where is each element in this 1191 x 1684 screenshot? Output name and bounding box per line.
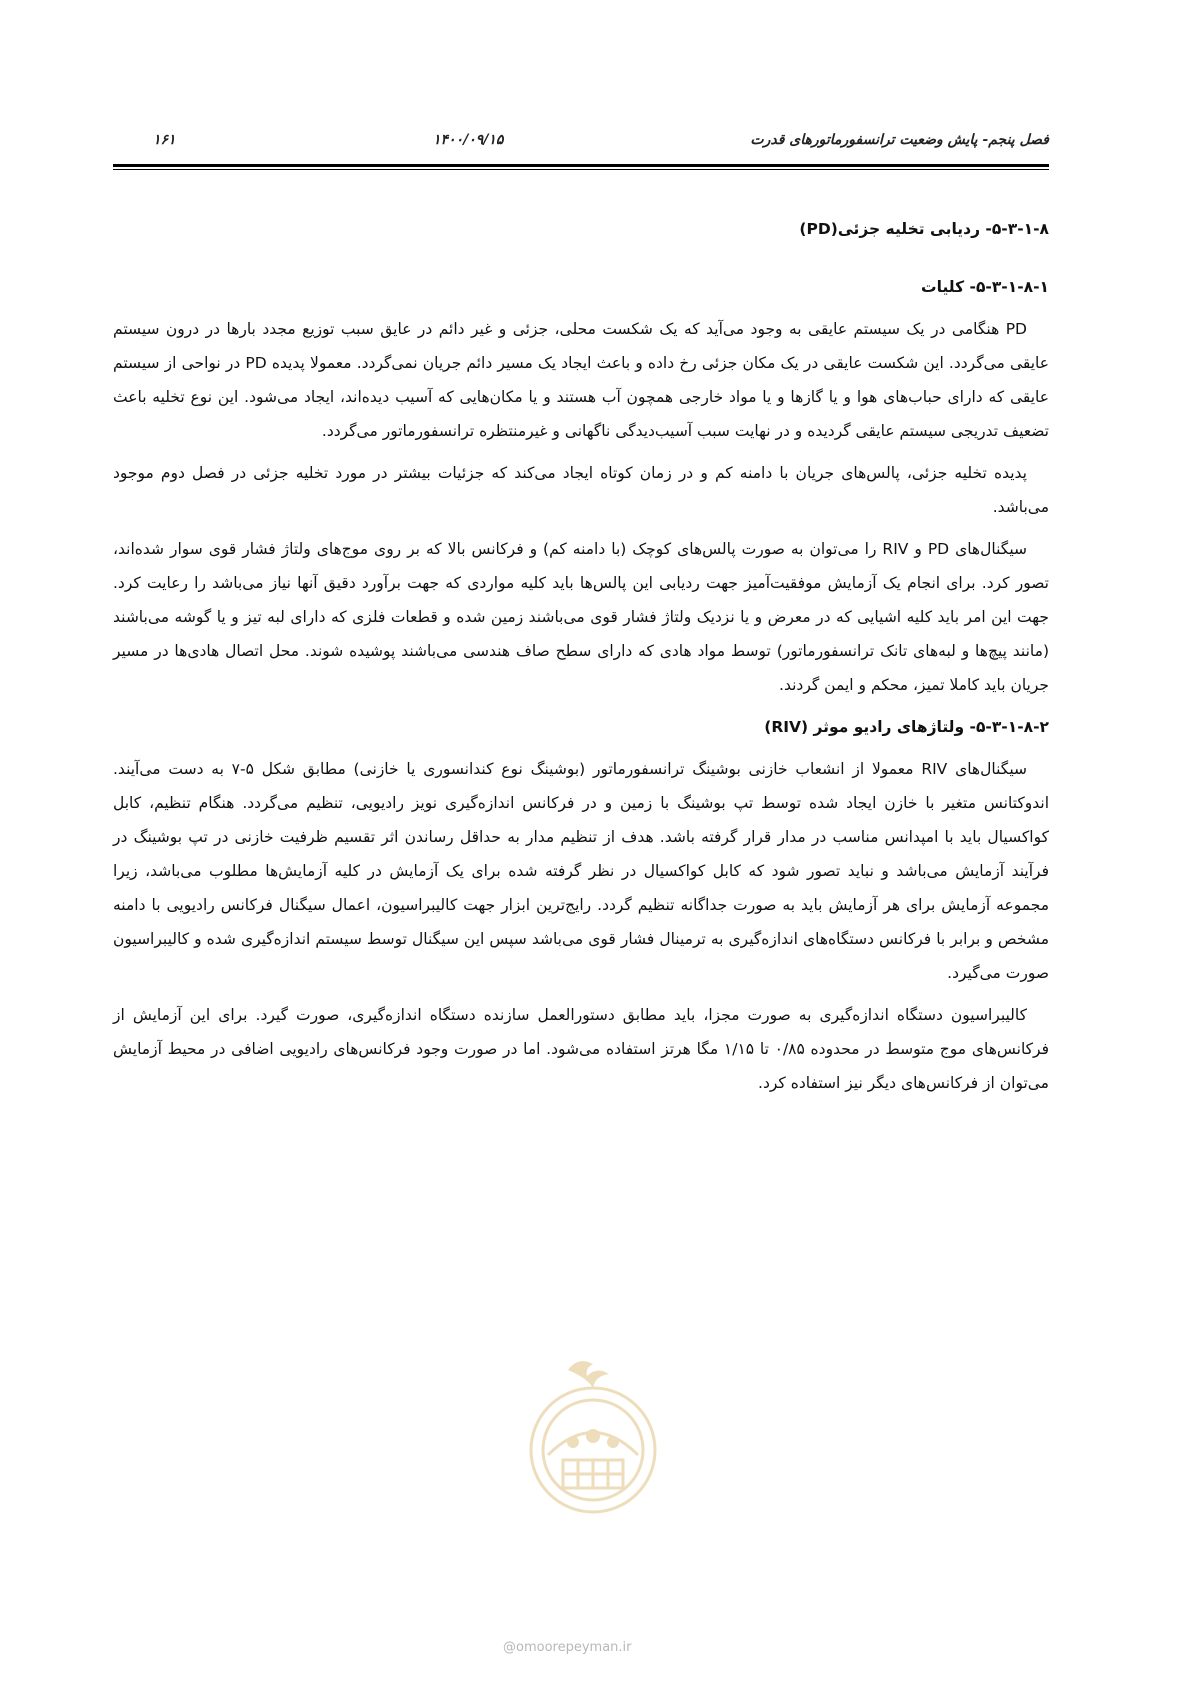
- page-header: [113, 128, 1049, 158]
- section-heading-pd: ۵-۳-۱-۸- ردیابی تخلیه جزئی(PD): [799, 220, 1049, 238]
- paragraph-calibration: کالیبراسیون دستگاه اندازه‌گیری به صورت مجزا، باید مطابق دستورالعمل سازنده دستگاه اندازه‌گیری، صورت گیرد. برای این آزمایش از فرکانس‌های موج متوسط در محدوده ۰/۸۵ تا ۱/۱۵ مگا هرتز استفاده می‌شود. اما در صورت وجود فرکانس‌های رادیویی اضافی در محیط آزمایش می‌توان از فرکانس‌های دیگر نیز استفاده کرد.: [113, 1006, 1050, 1092]
- paragraph-pd-pulses: پدیده تخلیه جزئی، پالس‌های جریان با دامنه کم و در زمان کوتاه ایجاد می‌کند که جزئیات بیشتر در مورد تخلیه جزئی در فصل دوم موجود می‌باشد.: [113, 464, 1049, 516]
- header-date: ۱۴۰۰/۰۹/۱۵: [433, 132, 504, 148]
- paragraph-pd-riv-signals: سیگنال‌های PD و RIV را می‌توان به صورت پالس‌های کوچک (با دامنه کم) و فرکانس بالا که بر روی موج‌های ولتاژ فشار قوی سوار شده‌اند، تصور کرد. برای انجام یک آزمایش موفقیت‌آمیز جهت ردیابی این پالس‌ها باید کلیه مواردی که جهت برآورد دقیق آنها نیاز می‌باشد را رعایت کرد. جهت این امر باید کلیه اشیایی که در معرض و یا نزدیک ولتاژ فشار قوی می‌باشند زمین شده و قطعات فلزی که دارای لبه تیز و یا گوشه می‌باشند (مانند پیچ‌ها و لبه‌های تانک ترانسفورماتور) توسط مواد هادی که دارای سطح صاف هندسی می‌باشند پوشیده شوند. محل اتصال هادی‌ها در مسیر جریان باید کاملا تمیز، محکم و ایمن گردند.: [113, 540, 1049, 694]
- watermark-logo-icon: [508, 1350, 678, 1530]
- chapter-title: فصل پنجم- پایش وضعیت ترانسفورماتورهای قدرت: [750, 132, 1049, 148]
- footer-website: @omoorepeyman.ir: [503, 1640, 632, 1655]
- header-divider-thin: [113, 169, 1049, 170]
- subsection-heading-riv: ۵-۳-۱-۸-۲- ولتاژهای رادیو موثر (RIV): [764, 718, 1049, 736]
- paragraph-riv-measurement: سیگنال‌های RIV معمولا از انشعاب خازنی بوشینگ ترانسفورماتور (بوشینگ نوع کندانسوری یا خازنی) مطابق شکل ۵-۷ به دست می‌آیند. اندوکتانس متغیر با خازن ایجاد شده توسط تپ بوشینگ با زمین و در فرکانس اندازه‌گیری نویز رادیویی، تنظیم می‌گردد. هنگام تنظیم، کابل کواکسیال باید با امپدانس مناسب در مدار قرار گرفته باشد. هدف از تنظیم مدار به حداقل رساندن اثر تقسیم ظرفیت خازنی در تپ بوشینگ در فرآیند آزمایش می‌باشد و نباید تصور شود که کابل کواکسیال در نظر گرفته شده برای یک آزمایش در کلیه آزمایش‌ها مطلوب می‌باشد، زیرا مجموعه آزمایش برای هر آزمایش باید به صورت جداگانه تنظیم گردد. رایج‌ترین ابزار جهت کالیبراسیون، اعمال سیگنال فرکانس رادیویی با دامنه مشخص و برابر با فرکانس دستگاه‌های اندازه‌گیری به ترمینال فشار قوی می‌باشد سپس این سیگنال توسط سیستم اندازه‌گیری شده و کالیبراسیون صورت می‌گیرد.: [113, 760, 1049, 982]
- paragraph-pd-definition: PD هنگامی در یک سیستم عایقی به وجود می‌آید که یک شکست محلی، جزئی و غیر دائم در عایق سبب توزیع مجدد بارها در درون سیستم عایقی می‌گردد. این شکست عایقی در یک مکان جزئی رخ داده و باعث ایجاد یک مسیر دائم جریان نمی‌گردد. معمولا پدیده PD در نواحی از سیستم عایقی که دارای حباب‌های هوا و یا گازها و یا مواد خارجی همچون آب هستند و یا مکان‌هایی که آسیب دیده‌اند، ایجاد می‌شود. این نوع تخلیه باعث تضعیف تدریجی سیستم عایقی گردیده و در نهایت سبب آسیب‌دیدگی ناگهانی و غیرمنتظره ترانسفورماتور می‌گردد.: [113, 320, 1049, 440]
- document-body: [113, 212, 1049, 1100]
- subsection-heading-general: ۵-۳-۱-۸-۱- کلیات: [921, 278, 1049, 296]
- page-number: ۱۶۱: [153, 132, 176, 148]
- header-divider-thick: [113, 164, 1049, 167]
